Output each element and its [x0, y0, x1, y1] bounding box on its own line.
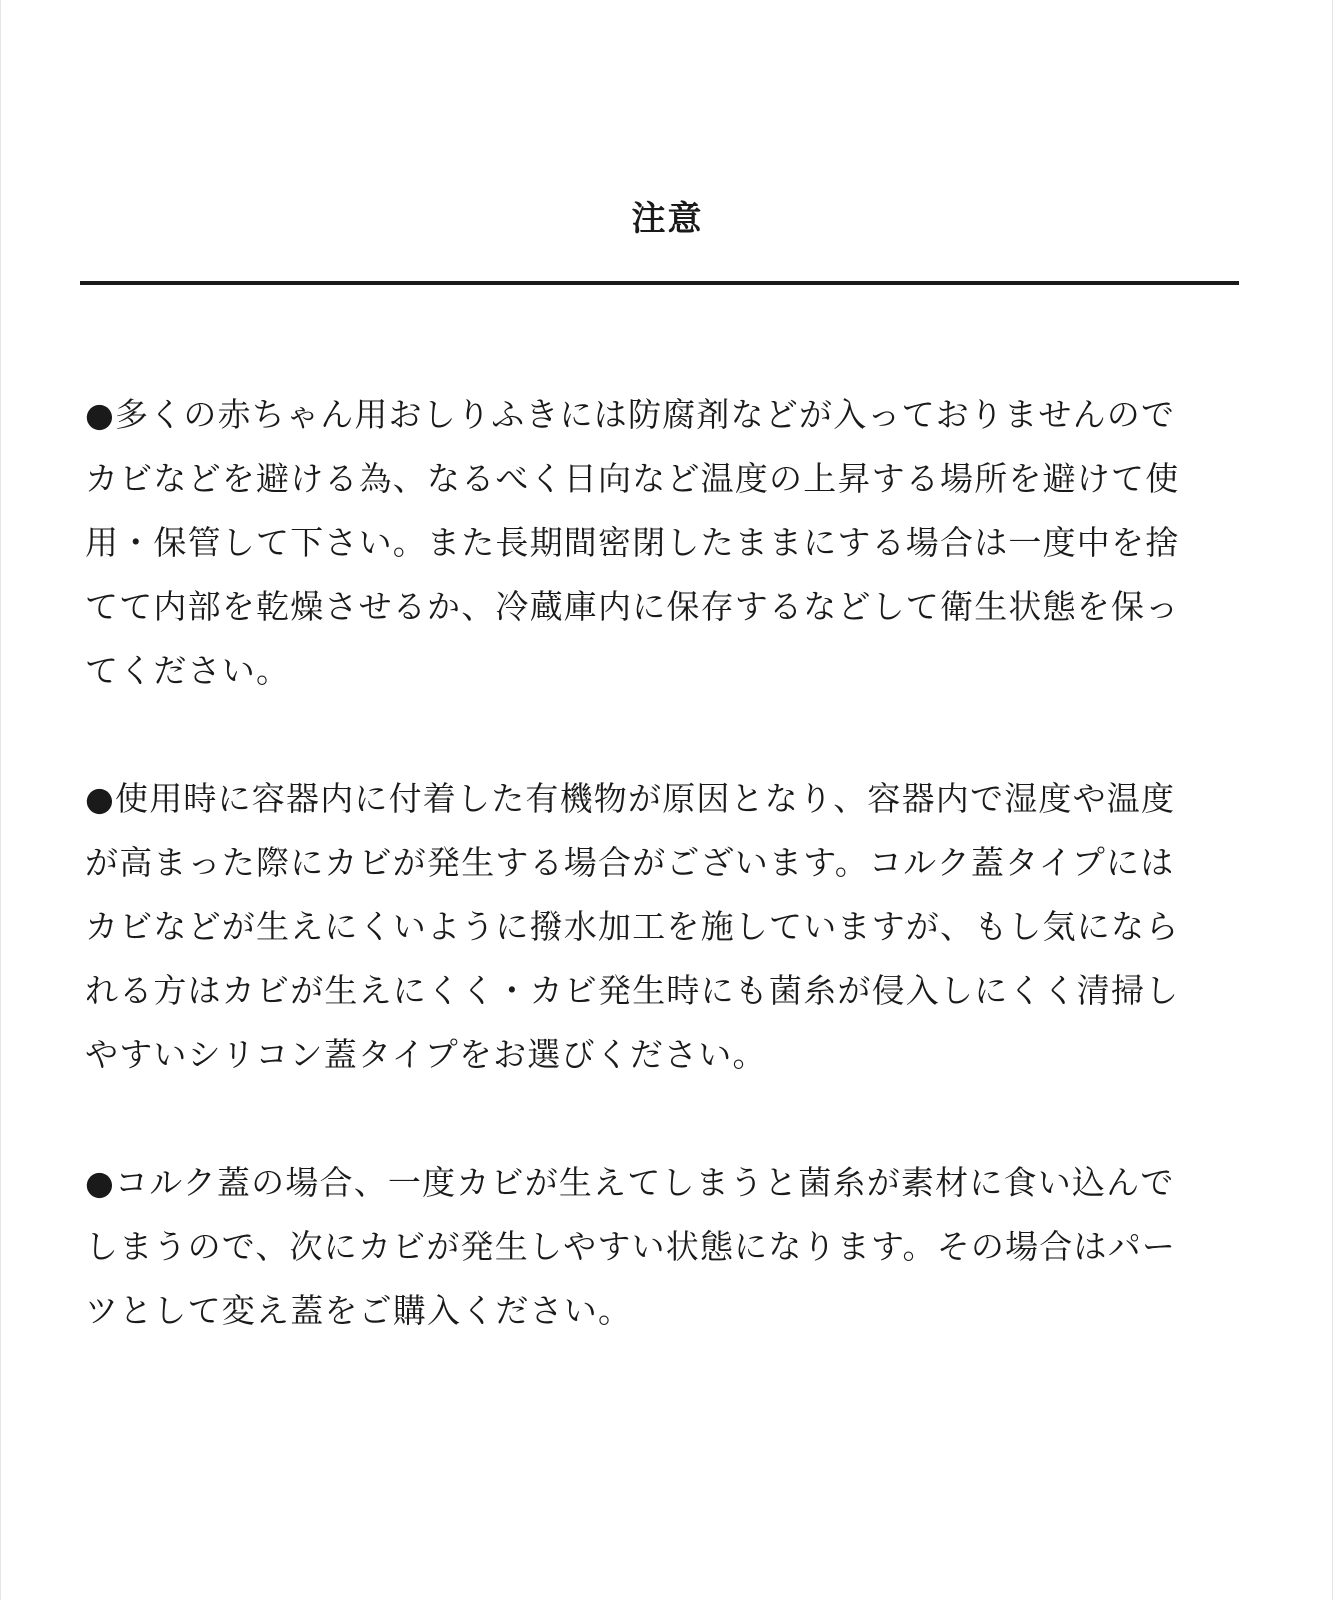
text-line: しまうので、次にカビが発生しやすい状態になります。その場合はパー: [85, 1227, 1177, 1266]
text-line: ツとして変え蓋をご購入ください。: [85, 1291, 633, 1330]
text-line: カビなどが生えにくいように撥水加工を施していますが、もし気になら: [85, 907, 1180, 946]
text-line: てて内部を乾燥させるか、冷蔵庫内に保存するなどして衛生状態を保っ: [85, 587, 1180, 626]
text-line: が高まった際にカビが発生する場合がございます。コルク蓋タイプには: [85, 843, 1175, 882]
page-title: 注意: [631, 199, 704, 239]
notice-paragraph-3: [85, 1151, 1245, 1343]
text-line: ●コルク蓋の場合、一度カビが生えてしまうと菌糸が素材に食い込んで: [85, 1163, 1175, 1202]
text-line: やすいシリコン蓋タイプをお選びください。: [85, 1035, 767, 1074]
text-line: ●使用時に容器内に付着した有機物が原因となり、容器内で湿度や温度: [85, 779, 1176, 818]
notice-paragraph-2: [85, 767, 1245, 1087]
text-line: ●多くの赤ちゃん用おしりふきには防腐剤などが入っておりませんので: [85, 395, 1176, 434]
notice-paragraph-1: [85, 383, 1245, 703]
notice-body: [85, 383, 1245, 1407]
text-line: 用・保管して下さい。また長期間密閉したままにする場合は一度中を捨: [85, 523, 1180, 562]
text-line: てください。: [85, 651, 291, 690]
text-line: れる方はカビが生えにくく・カビ発生時にも菌糸が侵入しにくく清掃し: [85, 971, 1180, 1010]
title-divider: [80, 281, 1239, 285]
text-line: カビなどを避ける為、なるべく日向など温度の上昇する場所を避けて使: [85, 459, 1180, 498]
